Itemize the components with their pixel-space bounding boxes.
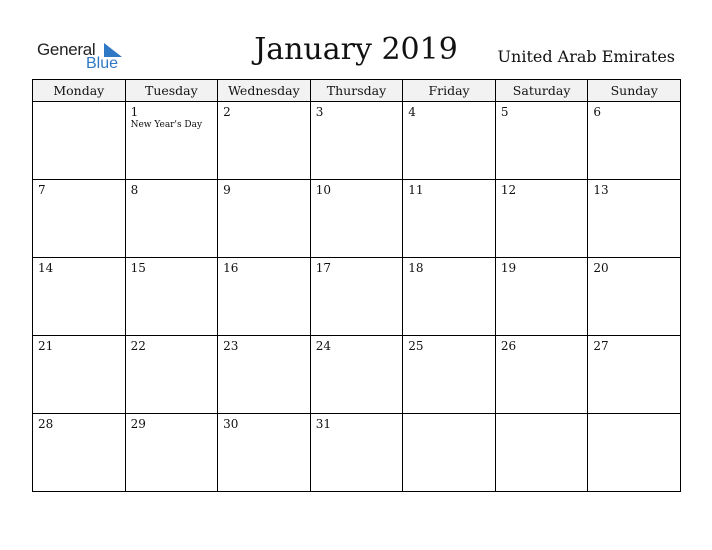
day-cell	[403, 336, 496, 414]
day-cell	[588, 258, 681, 336]
day-cell	[33, 258, 126, 336]
week-row	[33, 336, 681, 414]
day-number: 16	[223, 261, 239, 275]
weekday-header: Friday	[403, 80, 496, 102]
day-number: 26	[500, 339, 517, 353]
day-cell	[588, 180, 681, 258]
day-number: 22	[130, 339, 146, 353]
day-cell	[125, 336, 218, 414]
week-row	[33, 180, 681, 258]
day-cell	[218, 258, 311, 336]
day-number: 13	[593, 183, 609, 197]
day-cell	[310, 102, 403, 180]
day-number: 25	[408, 339, 424, 353]
day-number: 11	[408, 183, 424, 197]
day-number: 10	[315, 183, 331, 197]
weekday-header: Monday	[33, 80, 126, 102]
holiday-label: New Year's Day	[130, 120, 203, 130]
day-number: 30	[223, 417, 239, 431]
day-number: 12	[500, 183, 517, 197]
day-cell	[125, 180, 218, 258]
day-number: 29	[130, 417, 146, 431]
day-cell	[495, 414, 588, 492]
day-number: 7	[38, 183, 46, 197]
day-number: 18	[408, 261, 424, 275]
day-number: 21	[38, 339, 54, 353]
day-cell	[310, 180, 403, 258]
day-cell	[33, 414, 126, 492]
day-number: 19	[500, 261, 517, 275]
day-cell	[588, 414, 681, 492]
day-cell	[403, 102, 496, 180]
day-cell	[125, 258, 218, 336]
day-cell	[495, 102, 588, 180]
day-number: 4	[408, 105, 416, 119]
day-cell	[588, 336, 681, 414]
day-number: 3	[315, 105, 324, 119]
day-number: 1	[130, 105, 139, 119]
day-number: 14	[38, 261, 54, 275]
day-number: 27	[593, 339, 609, 353]
day-cell	[495, 258, 588, 336]
day-cell	[495, 180, 588, 258]
day-cell	[33, 102, 126, 180]
day-cell	[403, 180, 496, 258]
weekday-header: Tuesday	[125, 80, 218, 102]
day-cell	[403, 258, 496, 336]
day-number: 5	[500, 105, 509, 119]
day-cell	[33, 180, 126, 258]
day-number	[33, 102, 125, 105]
day-cell	[218, 336, 311, 414]
weekday-header: Sunday	[588, 80, 681, 102]
day-cell	[310, 414, 403, 492]
day-number	[403, 414, 495, 417]
weekday-header: Thursday	[310, 80, 403, 102]
day-number: 24	[315, 339, 331, 353]
day-cell	[33, 336, 126, 414]
day-cell	[310, 258, 403, 336]
week-row	[33, 102, 681, 180]
day-number	[588, 414, 680, 417]
day-number: 31	[315, 417, 331, 431]
day-number: 15	[130, 261, 146, 275]
calendar-grid	[32, 79, 681, 492]
weekday-header: Saturday	[495, 80, 588, 102]
day-number: 2	[223, 105, 231, 119]
day-cell	[403, 414, 496, 492]
day-number: 23	[223, 339, 239, 353]
day-number: 20	[593, 261, 609, 275]
region-label: United Arab Emirates	[497, 47, 675, 66]
day-cell	[125, 414, 218, 492]
weekday-header-row	[33, 80, 681, 102]
day-number: 8	[130, 183, 139, 197]
day-number: 9	[223, 183, 231, 197]
day-cell	[125, 102, 218, 180]
logo-word-blue: Blue	[86, 55, 119, 72]
week-row	[33, 258, 681, 336]
day-cell	[218, 102, 311, 180]
calendar-title: January 2019	[254, 32, 458, 67]
day-number: 6	[593, 105, 602, 119]
day-cell	[310, 336, 403, 414]
day-cell	[218, 414, 311, 492]
logo-word-general: General	[37, 40, 96, 59]
day-cell	[495, 336, 588, 414]
day-number: 28	[38, 417, 54, 431]
day-cell	[218, 180, 311, 258]
week-row	[33, 414, 681, 492]
day-number: 17	[315, 261, 331, 275]
weekday-header: Wednesday	[218, 80, 311, 102]
day-cell	[588, 102, 681, 180]
day-number	[496, 414, 588, 417]
